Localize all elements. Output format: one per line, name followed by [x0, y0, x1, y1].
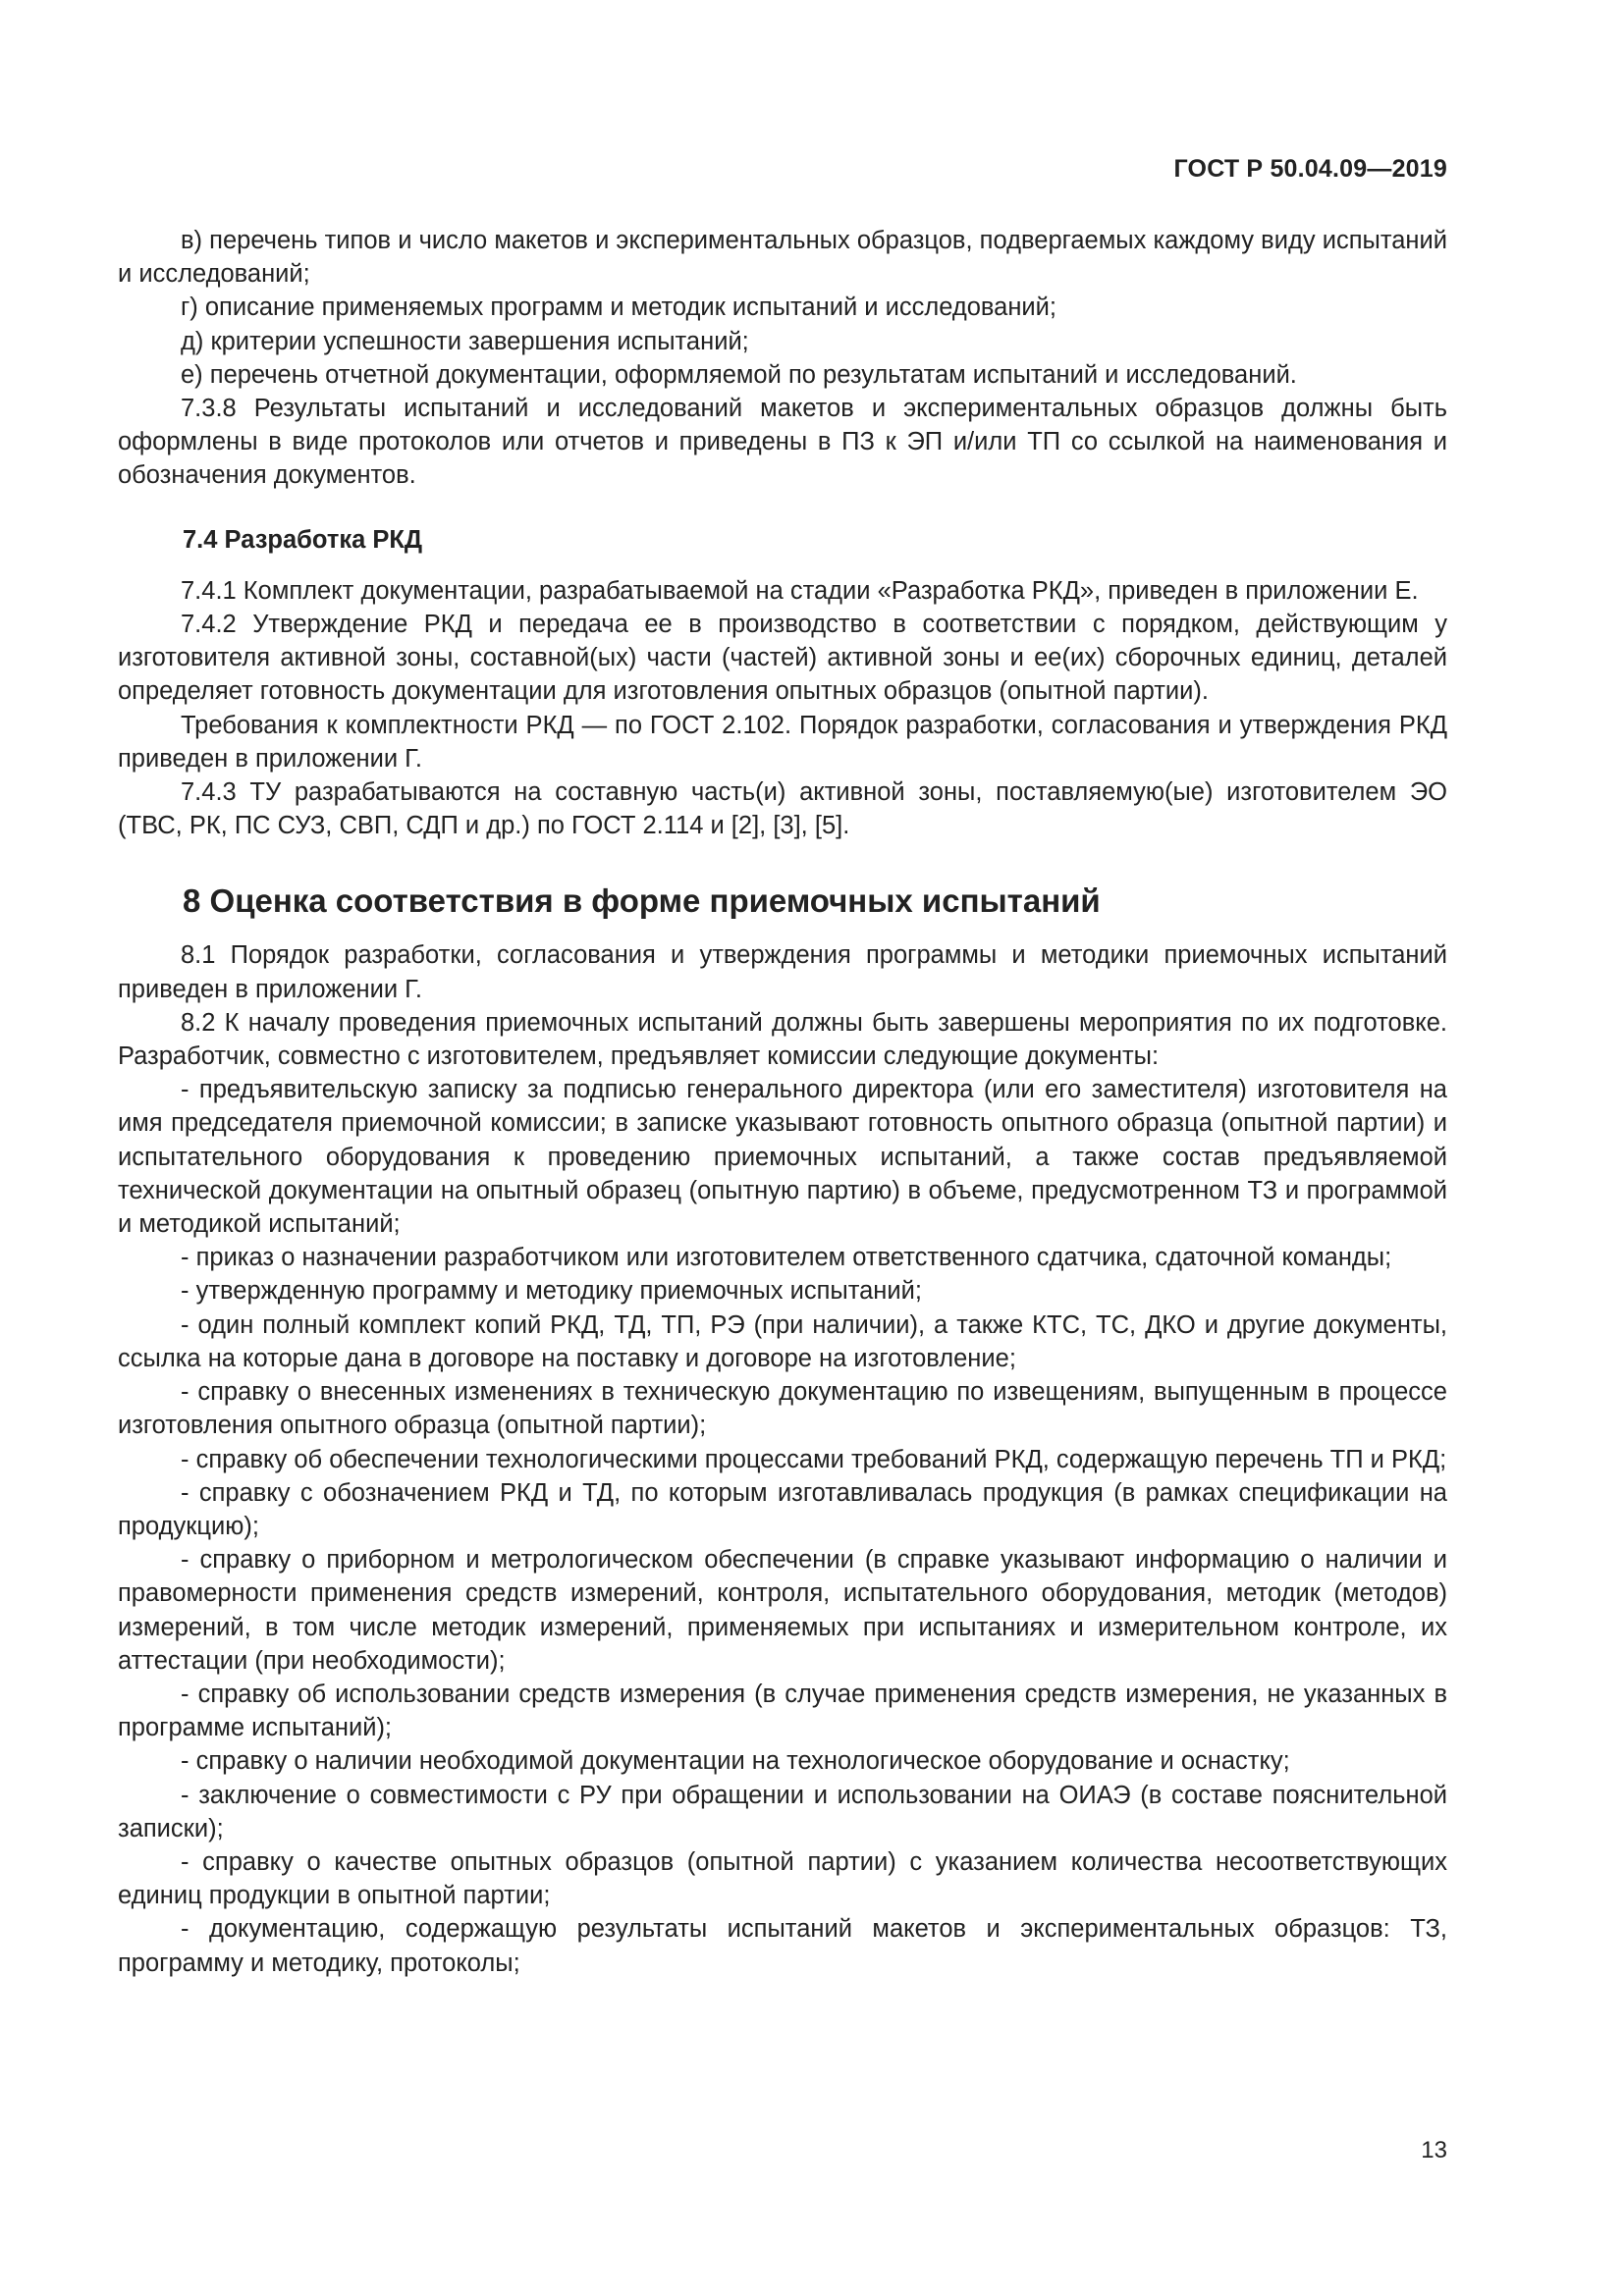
document-header: ГОСТ Р 50.04.09—2019 — [1173, 155, 1447, 183]
document-body — [118, 224, 1447, 1980]
paragraph: - приказ о назначении разработчиком или изготовителем ответственного сдатчика, сдаточной команды; — [181, 1244, 1392, 1272]
paragraph: 8.1 Порядок разработки, согласования и утверждения программы и методики приемочных испытаний приведен в приложении Г. — [118, 941, 1447, 1003]
page-number: 13 — [1421, 2137, 1447, 2163]
paragraph: - справку о внесенных изменениях в техническую документацию по извещениям, выпущенным в процессе изготовления опытного образца (опытной партии); — [118, 1378, 1447, 1440]
paragraph: - справку об использовании средств измерения (в случае применения средств измерения, не указанных в программе испытаний); — [118, 1680, 1447, 1742]
paragraph: - утвержденную программу и методику приемочных испытаний; — [181, 1277, 922, 1306]
paragraph: 7.3.8 Результаты испытаний и исследований макетов и экспериментальных образцов должны быть оформлены в виде протоколов или отчетов и приведены в ПЗ к ЭП и/или ТП со ссылкой на наименования и обозначения документов. — [118, 395, 1447, 490]
paragraph: 7.4.2 Утверждение РКД и передача ее в производство в соответствии с порядком, действующим у изготовителя активной зоны, составной(ых) части (частей) активной зоны и ее(их) сборочных единиц, деталей определяет готовность документации для изготовления опытных образцов (опытной партии). — [118, 611, 1447, 706]
paragraph: в) перечень типов и число макетов и экспериментальных образцов, подвергаемых каждому виду испытаний и исследований; — [118, 227, 1447, 289]
paragraph: г) описание применяемых программ и методик испытаний и исследований; — [181, 294, 1057, 322]
subsection-heading: 7.4 Разработка РКД — [183, 525, 423, 554]
paragraph: - справку об обеспечении технологическими процессами требований РКД, содержащую перечень ТП и РКД; — [181, 1445, 1447, 1473]
paragraph: - справку о качестве опытных образцов (опытной партии) с указанием количества несоответствующих единиц продукции в опытной партии; — [118, 1847, 1447, 1910]
paragraph: - заключение о совместимости с РУ при обращении и использовании на ОИАЭ (в составе пояснительной записки); — [118, 1781, 1447, 1842]
paragraph: - предъявительскую записку за подписью генерального директора (или его заместителя) изготовителя на имя председателя приемочной комиссии; в записке указывают готовность опытного образца (опытной партии) и испытательного оборудования к проведению приемочных испытаний, а также состав предъявляемой технической документации на опытный образец (опытную партию) в объеме, предусмотренном ТЗ и программой и методикой испытаний; — [118, 1076, 1447, 1239]
paragraph: - справку о приборном и метрологическом обеспечении (в справке указывают информацию о наличии и правомерности применения средств измерений, контроля, испытательного оборудования, методик (методов) измерений, в том числе методик измерений, применяемых при испытаниях и измерительном контроле, их аттестации (при необходимости); — [118, 1546, 1447, 1675]
paragraph: д) критерии успешности завершения испытаний; — [181, 327, 749, 355]
paragraph: е) перечень отчетной документации, оформляемой по результатам испытаний и исследований. — [181, 360, 1297, 389]
section-heading: 8 Оценка соответствия в форме приемочных испытаний — [183, 882, 1101, 920]
paragraph: 7.4.1 Комплект документации, разрабатываемой на стадии «Разработка РКД», приведен в приложении Е. — [181, 576, 1419, 605]
paragraph: 7.4.3 ТУ разрабатываются на составную часть(и) активной зоны, поставляемую(ые) изготовителем ЭО (ТВС, РК, ПС СУЗ, СВП, СДП и др.) по ГОСТ 2.114 и [2], [3], [5]. — [118, 778, 1447, 840]
paragraph: - справку с обозначением РКД и ТД, по которым изготавливалась продукция (в рамках спецификации на продукцию); — [118, 1478, 1447, 1540]
paragraph: 8.2 К началу проведения приемочных испытаний должны быть завершены мероприятия по их подготовке. Разработчик, совместно с изготовителем, предъявляет комиссии следующие документы: — [118, 1008, 1447, 1071]
paragraph: - документацию, содержащую результаты испытаний макетов и экспериментальных образцов: ТЗ, программу и методику, протоколы; — [118, 1915, 1447, 1977]
paragraph: Требования к комплектности РКД — по ГОСТ 2.102. Порядок разработки, согласования и утверждения РКД приведен в приложении Г. — [118, 711, 1447, 773]
paragraph: - справку о наличии необходимой документации на технологическое оборудование и оснастку; — [181, 1747, 1290, 1776]
paragraph: - один полный комплект копий РКД, ТД, ТП, РЭ (при наличии), а также КТС, ТС, ДКО и другие документы, ссылка на которые дана в договоре на поставку и договоре на изготовление; — [118, 1310, 1447, 1372]
